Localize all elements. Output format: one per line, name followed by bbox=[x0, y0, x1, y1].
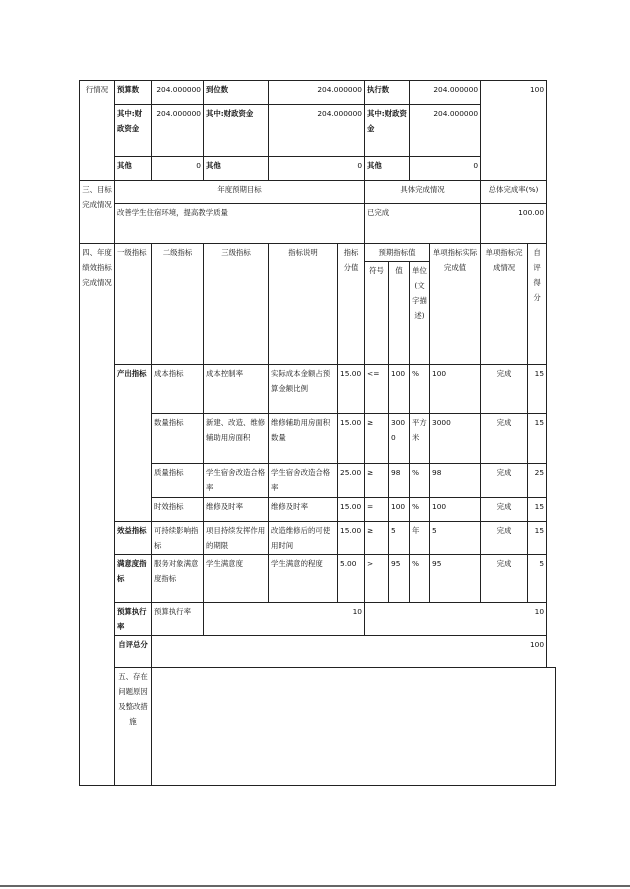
specific-completion-header: 具体完成情况 bbox=[365, 181, 481, 204]
row-value: 3000 bbox=[389, 414, 410, 464]
row-value: 5 bbox=[389, 522, 410, 555]
budget-exec-score: 10 bbox=[204, 603, 365, 636]
fiscal-budget-label: 其中:财政资金 bbox=[115, 105, 152, 157]
row-desc: 改造维修后的可使用时间 bbox=[269, 522, 338, 555]
row-actual: 5 bbox=[430, 522, 481, 555]
row-desc: 维修辅助用房面积数量 bbox=[269, 414, 338, 464]
header-value: 值 bbox=[389, 262, 410, 365]
section3-label: 三、目标完成情况 bbox=[80, 181, 115, 244]
arrived-value: 204.000000 bbox=[269, 81, 365, 105]
row-symbol: ≥ bbox=[365, 414, 389, 464]
exec-value: 204.000000 bbox=[410, 81, 481, 105]
row-status: 完成 bbox=[481, 464, 528, 498]
row-desc: 维修及时率 bbox=[269, 498, 338, 522]
row-desc: 学生满意的程度 bbox=[269, 555, 338, 603]
row-symbol: = bbox=[365, 498, 389, 522]
row-self-score: 15 bbox=[528, 414, 547, 464]
annual-goal-text: 改善学生住宿环境，提高教学质量 bbox=[115, 204, 365, 244]
row-level3: 项目持续发挥作用的期限 bbox=[204, 522, 269, 555]
row-level3: 成本控制率 bbox=[204, 365, 269, 414]
row-level3: 维修及时率 bbox=[204, 498, 269, 522]
annual-goal-header: 年度预期目标 bbox=[115, 181, 365, 204]
other-budget-label: 其他 bbox=[115, 157, 152, 181]
header-actual: 单项指标实际完成值 bbox=[430, 244, 481, 365]
overall-rate-header: 总体完成率(%) bbox=[481, 181, 547, 204]
section2-label: 行情况 bbox=[80, 81, 115, 181]
fiscal-exec-value: 204.000000 bbox=[410, 105, 481, 157]
other-budget-value: 0 bbox=[152, 157, 204, 181]
other-exec-label: 其他 bbox=[365, 157, 410, 181]
row-self-score: 15 bbox=[528, 522, 547, 555]
row-actual: 100 bbox=[430, 498, 481, 522]
row-level2: 可持续影响指标 bbox=[152, 522, 204, 555]
execution-score: 100 bbox=[481, 81, 547, 181]
row-value: 100 bbox=[389, 365, 410, 414]
row-symbol: > bbox=[365, 555, 389, 603]
row-unit: % bbox=[410, 365, 430, 414]
section4-label: 四、年度绩效指标完成情况 bbox=[80, 244, 115, 786]
row-level3: 新建、改造、维修辅助用房面积 bbox=[204, 414, 269, 464]
header-symbol: 符号 bbox=[365, 262, 389, 365]
header-level1: 一级指标 bbox=[115, 244, 152, 365]
row-self-score: 25 bbox=[528, 464, 547, 498]
total-score-value: 100 bbox=[152, 636, 547, 668]
row-self-score: 15 bbox=[528, 365, 547, 414]
row-level2: 质量指标 bbox=[152, 464, 204, 498]
row-level3: 学生宿舍改造合格率 bbox=[204, 464, 269, 498]
row-value: 95 bbox=[389, 555, 410, 603]
row-score: 15.00 bbox=[338, 365, 365, 414]
page-bottom-edge bbox=[0, 885, 630, 887]
header-level2: 二级指标 bbox=[152, 244, 204, 365]
row-actual: 98 bbox=[430, 464, 481, 498]
row-unit: % bbox=[410, 498, 430, 522]
row-level2: 数量指标 bbox=[152, 414, 204, 464]
row-score: 15.00 bbox=[338, 414, 365, 464]
row-score: 15.00 bbox=[338, 522, 365, 555]
header-unit: 单位(文字描述) bbox=[410, 262, 430, 365]
fiscal-arrived-value: 204.000000 bbox=[269, 105, 365, 157]
other-arrived-label: 其他 bbox=[204, 157, 269, 181]
row-status: 完成 bbox=[481, 498, 528, 522]
row-level2: 服务对象满意度指标 bbox=[152, 555, 204, 603]
budget-value: 204.000000 bbox=[152, 81, 204, 105]
row-unit: % bbox=[410, 464, 430, 498]
header-score: 指标分值 bbox=[338, 244, 365, 365]
total-score-label: 自评总分 bbox=[115, 636, 152, 668]
row-status: 完成 bbox=[481, 522, 528, 555]
specific-completion-text: 已完成 bbox=[365, 204, 481, 244]
other-arrived-value: 0 bbox=[269, 157, 365, 181]
row-value: 100 bbox=[389, 498, 410, 522]
row-symbol: ≥ bbox=[365, 464, 389, 498]
benefit-indicator-label: 效益指标 bbox=[115, 522, 152, 555]
row-level2: 成本指标 bbox=[152, 365, 204, 414]
row-desc: 学生宿舍改造合格率 bbox=[269, 464, 338, 498]
row-score: 25.00 bbox=[338, 464, 365, 498]
row-unit: 年 bbox=[410, 522, 430, 555]
header-expected: 预期指标值 bbox=[365, 244, 430, 262]
row-symbol: ≥ bbox=[365, 522, 389, 555]
row-unit: % bbox=[410, 555, 430, 603]
header-desc: 指标说明 bbox=[269, 244, 338, 365]
row-symbol: <= bbox=[365, 365, 389, 414]
row-score: 15.00 bbox=[338, 498, 365, 522]
fiscal-arrived-label: 其中:财政资金 bbox=[204, 105, 269, 157]
budget-label: 预算数 bbox=[115, 81, 152, 105]
header-status: 单项指标完成情况 bbox=[481, 244, 528, 365]
row-unit: 平方米 bbox=[410, 414, 430, 464]
evaluation-table bbox=[79, 80, 556, 786]
row-self-score: 15 bbox=[528, 498, 547, 522]
issues-content bbox=[152, 668, 556, 786]
arrived-label: 到位数 bbox=[204, 81, 269, 105]
row-score: 5.00 bbox=[338, 555, 365, 603]
row-actual: 3000 bbox=[430, 414, 481, 464]
row-status: 完成 bbox=[481, 555, 528, 603]
section5-label: 五、存在问题原因及整改措施 bbox=[115, 668, 152, 786]
row-level3: 学生满意度 bbox=[204, 555, 269, 603]
fiscal-exec-label: 其中:财政资金 bbox=[365, 105, 410, 157]
other-exec-value: 0 bbox=[410, 157, 481, 181]
overall-rate-value: 100.00 bbox=[481, 204, 547, 244]
fiscal-budget-value: 204.000000 bbox=[152, 105, 204, 157]
row-self-score: 5 bbox=[528, 555, 547, 603]
row-actual: 100 bbox=[430, 365, 481, 414]
header-level3: 三级指标 bbox=[204, 244, 269, 365]
row-status: 完成 bbox=[481, 414, 528, 464]
budget-exec-rate-label: 预算执行率 bbox=[115, 603, 152, 636]
budget-exec-level2: 预算执行率 bbox=[152, 603, 204, 636]
row-value: 98 bbox=[389, 464, 410, 498]
budget-exec-self-score: 10 bbox=[365, 603, 547, 636]
row-status: 完成 bbox=[481, 365, 528, 414]
exec-label: 执行数 bbox=[365, 81, 410, 105]
row-actual: 95 bbox=[430, 555, 481, 603]
header-self-score: 自评得分 bbox=[528, 244, 547, 365]
row-desc: 实际成本金额占预算金额比例 bbox=[269, 365, 338, 414]
row-level2: 时效指标 bbox=[152, 498, 204, 522]
output-indicator-label: 产出指标 bbox=[115, 365, 152, 522]
satisfaction-indicator-label: 满意度指标 bbox=[115, 555, 152, 603]
